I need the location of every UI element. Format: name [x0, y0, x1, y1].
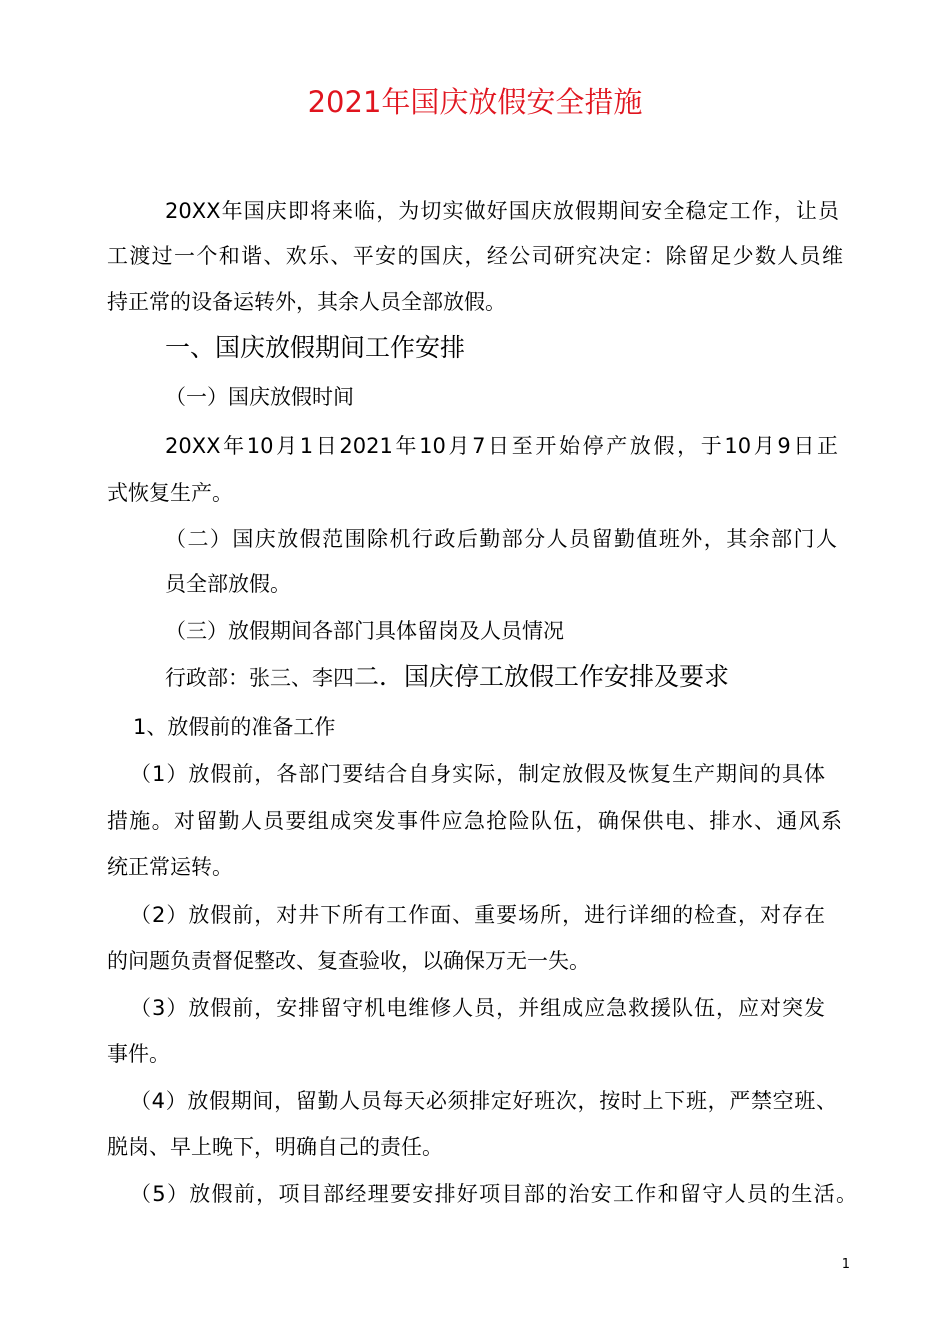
- sub2-line-1: （二）国庆放假范围除机行政后勤部分人员留勤值班外，其余部门人: [165, 527, 837, 551]
- sub1-line-1: 20XX年10月1日2021年10月7日至开始停产放假，于10月9日正: [165, 434, 838, 458]
- section-2-heading: 二．国庆停工放假工作安排及要求: [354, 662, 730, 691]
- item-1-heading: 1、放假前的准备工作: [133, 715, 336, 739]
- intro-line-1: 20XX年国庆即将来临，为切实做好国庆放假期间安全稳定工作，让员: [165, 199, 839, 223]
- document-title: 2021年国庆放假安全措施: [307, 85, 643, 119]
- admin-staff: 行政部：张三、李四: [165, 666, 354, 690]
- point-4-line-2: 脱岗、早上晚下，明确自己的责任。: [107, 1135, 443, 1159]
- intro-line-3: 持正常的设备运转外，其余人员全部放假。: [107, 290, 506, 314]
- point-2-line-2: 的问题负责督促整改、复查验收，以确保万无一失。: [107, 949, 590, 973]
- intro-line-2: 工渡过一个和谐、欢乐、平安的国庆，经公司研究决定：除留足少数人员维: [107, 244, 843, 268]
- sub1-line-2: 式恢复生产。: [107, 481, 233, 505]
- point-1-line-2: 措施。对留勤人员要组成突发事件应急抢险队伍，确保供电、排水、通风系: [107, 809, 842, 833]
- point-2-line-1: （2）放假前，对井下所有工作面、重要场所，进行详细的检查，对存在: [130, 903, 825, 927]
- point-1-line-1: （1）放假前，各部门要结合自身实际，制定放假及恢复生产期间的具体: [130, 762, 825, 786]
- sub2-line-2: 员全部放假。: [165, 572, 291, 596]
- point-4-line-1: （4）放假期间，留勤人员每天必须排定好班次，按时上下班，严禁空班、: [130, 1089, 837, 1113]
- page-number: 1: [841, 1257, 850, 1272]
- section-1-heading: 一、国庆放假期间工作安排: [165, 333, 466, 362]
- subsection-3-heading: （三）放假期间各部门具体留岗及人员情况: [165, 619, 564, 643]
- point-1-line-3: 统正常运转。: [107, 855, 233, 879]
- admin-staff-line: [165, 662, 729, 693]
- point-3-line-2: 事件。: [107, 1042, 170, 1066]
- subsection-1-heading: （一）国庆放假时间: [165, 385, 354, 409]
- point-5-line-1: （5）放假前，项目部经理要安排好项目部的治安工作和留守人员的生活。: [130, 1182, 857, 1206]
- point-3-line-1: （3）放假前，安排留守机电维修人员，并组成应急救援队伍，应对突发: [130, 996, 825, 1020]
